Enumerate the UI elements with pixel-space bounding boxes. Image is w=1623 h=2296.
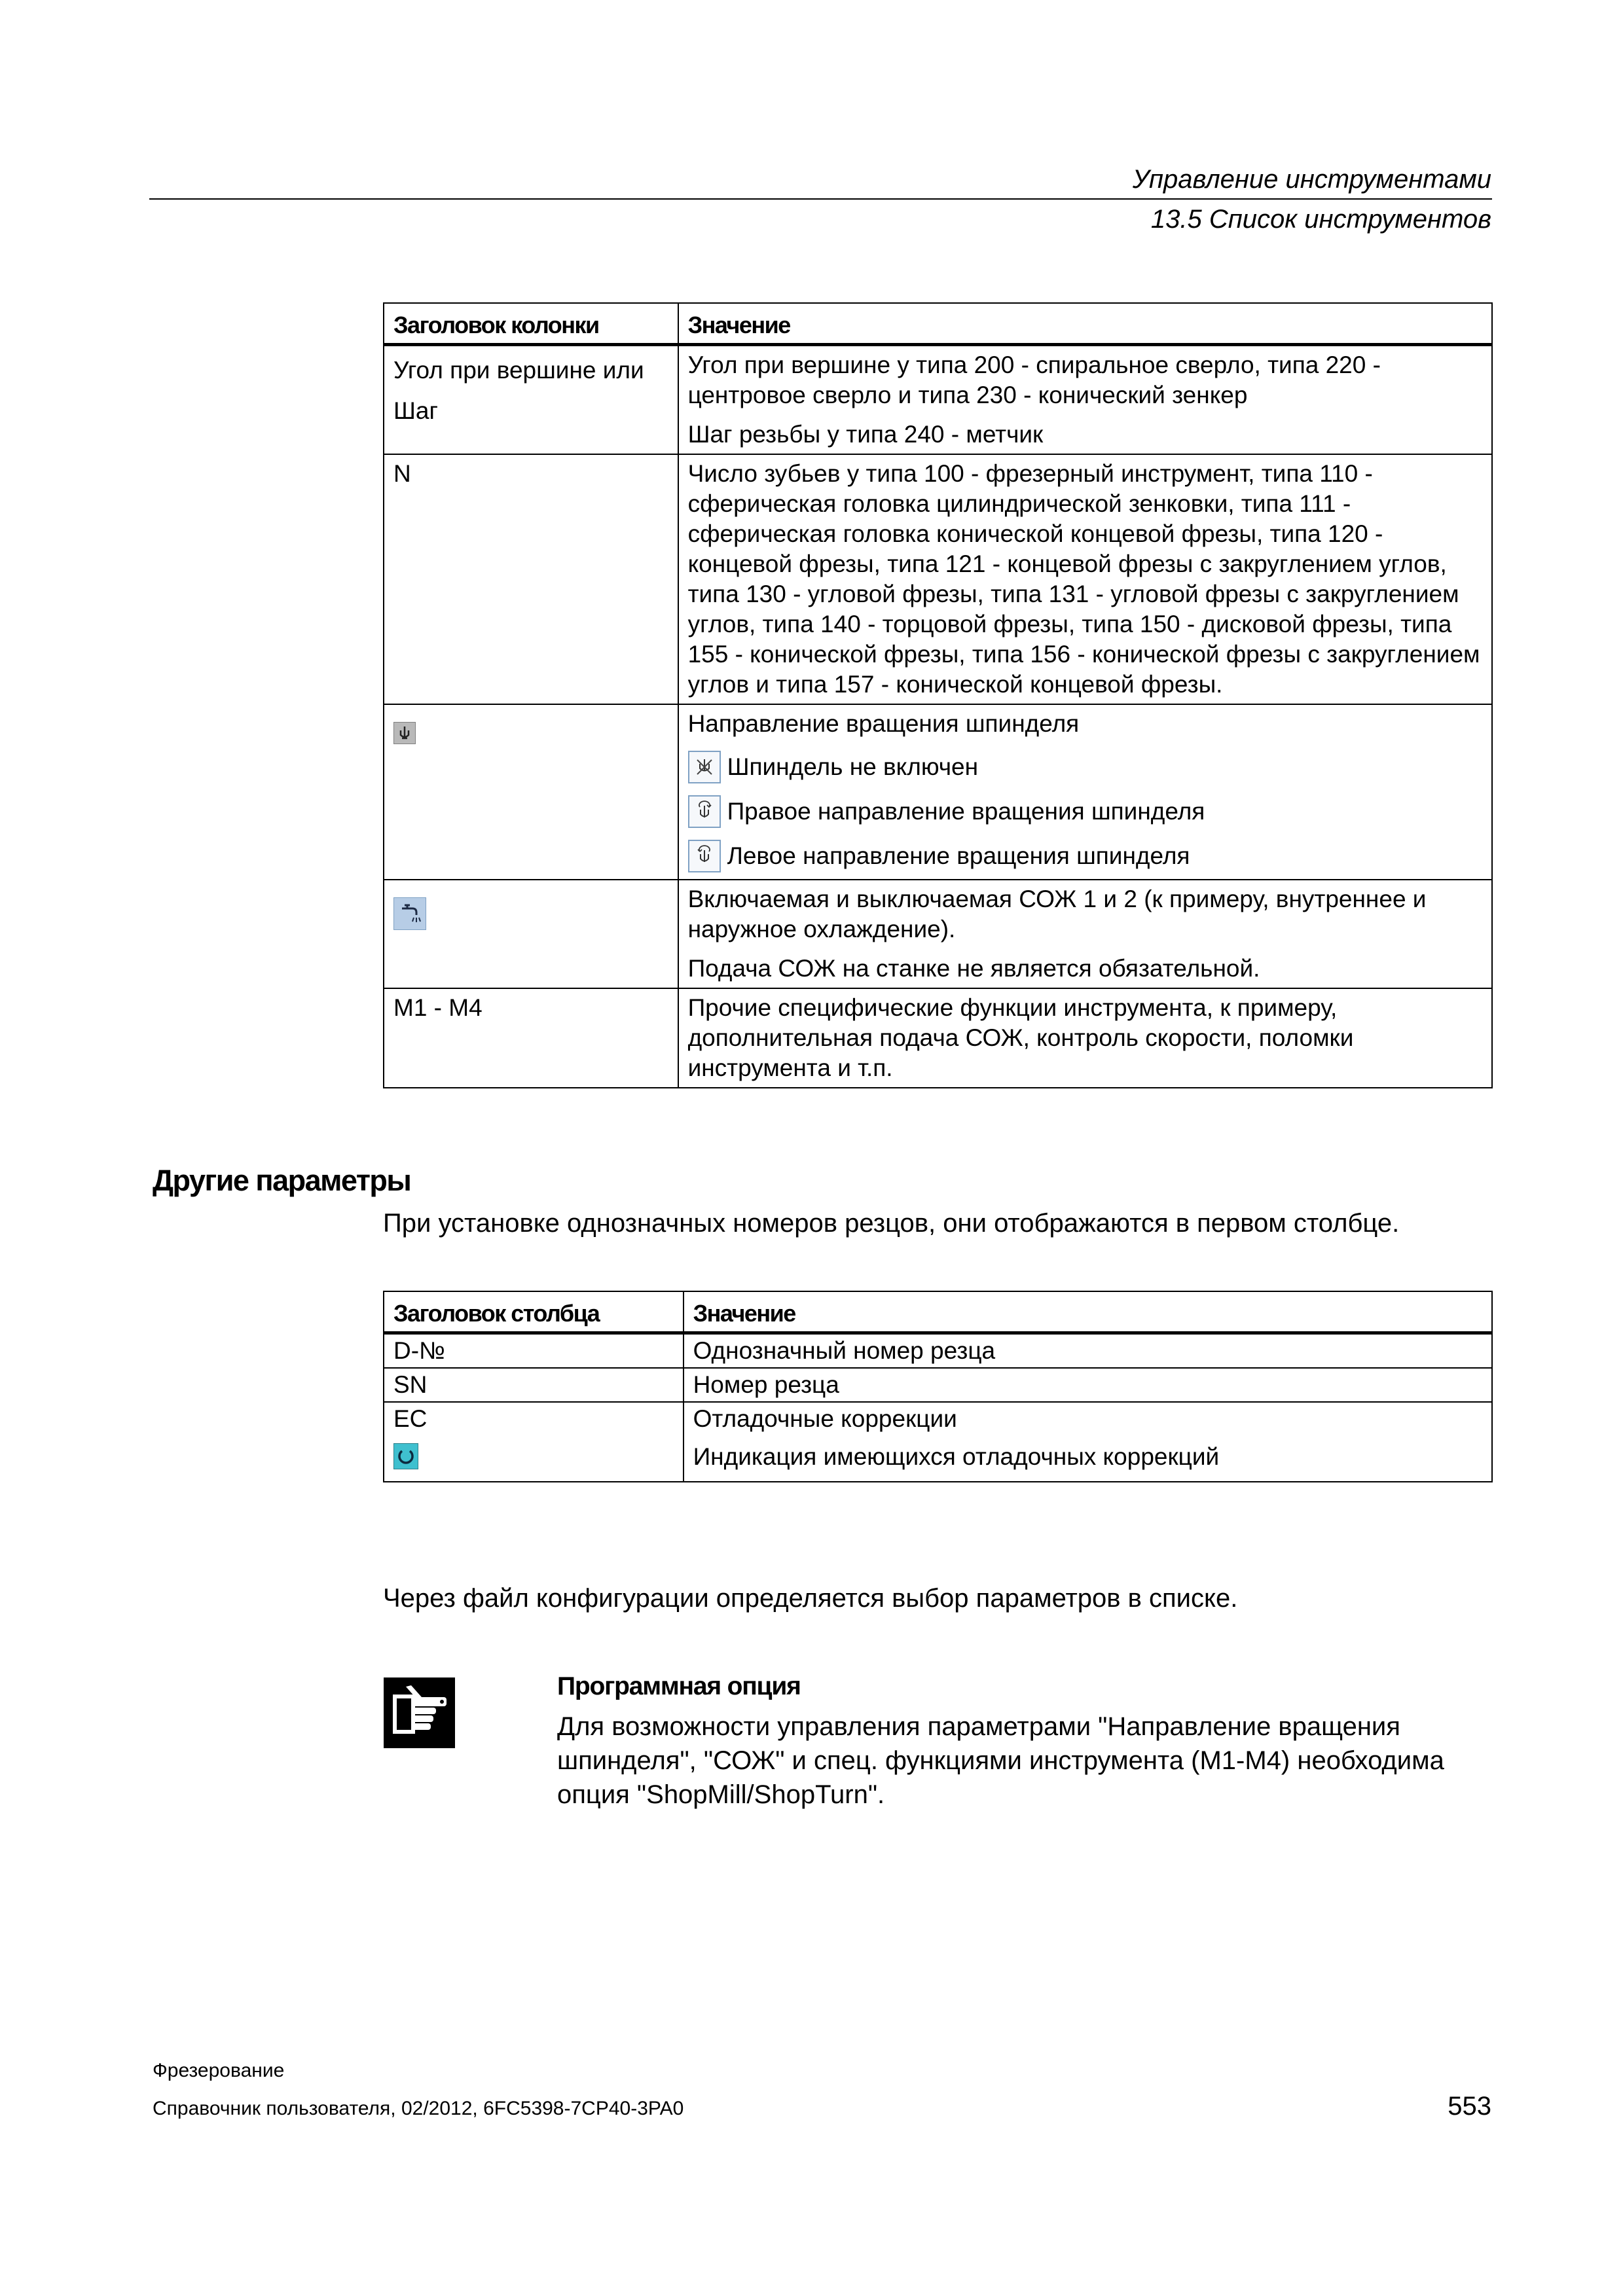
coolant-icon — [393, 897, 426, 930]
table-row — [384, 1368, 1492, 1402]
footer-manual-info: Справочник пользователя, 02/2012, 6FC5398-7CP40-3PA0 — [153, 2098, 684, 2119]
column-header-name: Заголовок столбца — [384, 1291, 684, 1333]
spindle-off-label: Шпиндель не включен — [727, 753, 979, 780]
spindle-left-icon — [688, 840, 721, 872]
section-intro: При установке однозначных номеров резцов, они отображаются в первом столбце. — [383, 1209, 1400, 1238]
column-header-value: Значение — [678, 303, 1492, 345]
spindle-direction-icon — [393, 722, 416, 744]
row-name-sn: SN — [384, 1368, 684, 1402]
row-name-ec: EC — [393, 1405, 428, 1432]
row-value-ec-1: Отладочные коррекции — [693, 1405, 957, 1432]
section-heading: Другие параметры — [153, 1164, 411, 1197]
table-row — [384, 345, 1492, 455]
header-rule — [149, 198, 1492, 200]
spindle-right-label: Правое направление вращения шпинделя — [727, 798, 1205, 825]
row-value-sn: Номер резца — [684, 1368, 1492, 1402]
running-header-chapter: Управление инструментами — [1132, 165, 1491, 194]
table-row — [384, 880, 1492, 988]
note-title: Программная опция — [557, 1672, 801, 1700]
row-name-m: M1 - M4 — [384, 988, 678, 1088]
row-value-dno: Однозначный номер резца — [684, 1333, 1492, 1369]
ec-icon — [393, 1443, 418, 1469]
spindle-off-line — [688, 751, 1484, 783]
spindle-right-line — [688, 795, 1484, 828]
table-header-row — [384, 1291, 1492, 1333]
running-header-section: 13.5 Список инструментов — [1150, 205, 1491, 234]
table-row — [384, 1402, 1492, 1482]
spindle-left-line — [688, 840, 1484, 872]
column-header-name: Заголовок колонки — [384, 303, 678, 345]
row-value-angle-2: Шаг резьбы у типа 240 - метчик — [687, 421, 1044, 448]
column-header-value: Значение — [684, 1291, 1492, 1333]
row-name-n: N — [384, 454, 678, 704]
page-number: 553 — [1448, 2092, 1491, 2121]
table-row — [384, 454, 1492, 704]
table-row — [384, 1333, 1492, 1369]
row-value-m: Прочие специфические функции инструмента, к примеру, дополнительная подача СОЖ, контроль скорости, поломки инструмента и т.п. — [687, 994, 1354, 1081]
row-name-spindle — [384, 704, 678, 880]
row-name-coolant — [384, 880, 678, 988]
edge-columns-table — [383, 1291, 1493, 1482]
spindle-title: Направление вращения шпинделя — [687, 710, 1080, 737]
spindle-off-icon — [688, 751, 721, 783]
config-text: Через файл конфигурации определяется выбор параметров в списке. — [383, 1584, 1238, 1613]
row-value-ec-2: Индикация имеющихся отладочных коррекций — [693, 1443, 1220, 1470]
spindle-left-label: Левое направление вращения шпинделя — [727, 842, 1190, 869]
table-row — [384, 988, 1492, 1088]
row-value-n: Число зубьев у типа 100 - фрезерный инструмент, типа 110 - сферическая головка цилиндрической зенковки, типа 111 - сферическая головка конической концевой фрезы, типа 120 - концевой фрезы, типа 121 - концевой фрезы с закруглением углов, типа 130 - угловой фрезы, типа 131 - угловой фрезы с закруглением углов, типа 140 - торцовой фрезы, типа 150 - дисковой фрезы, типа 155 - конической фрезы, типа 156 - конической фрезы с закруглением углов и типа 157 - конической концевой фрезы. — [687, 460, 1480, 698]
table-header-row — [384, 303, 1492, 345]
note-text: Для возможности управления параметрами "Направление вращения шпинделя", "СОЖ" и спец. функциями инструмента (M1-M4) необходима опция "ShopMill/ShopTurn". — [557, 1712, 1444, 1809]
pointing-hand-icon — [384, 1677, 455, 1748]
row-value-coolant-1: Включаемая и выключаемая СОЖ 1 и 2 (к примеру, внутреннее и наружное охлаждение). — [687, 886, 1427, 942]
row-name-dno: D-№ — [384, 1333, 684, 1369]
table-row — [384, 704, 1492, 880]
tool-columns-table — [383, 302, 1493, 1088]
footer-book-title: Фрезерование — [153, 2060, 285, 2081]
spindle-right-icon — [688, 795, 721, 828]
row-name-angle: Угол при вершине или Шаг — [393, 357, 644, 424]
row-value-angle-1: Угол при вершине у типа 200 - спиральное сверло, типа 220 - центровое сверло и типа 230 - конический зенкер — [687, 351, 1381, 408]
row-value-coolant-2: Подача СОЖ на станке не является обязательной. — [687, 955, 1260, 982]
